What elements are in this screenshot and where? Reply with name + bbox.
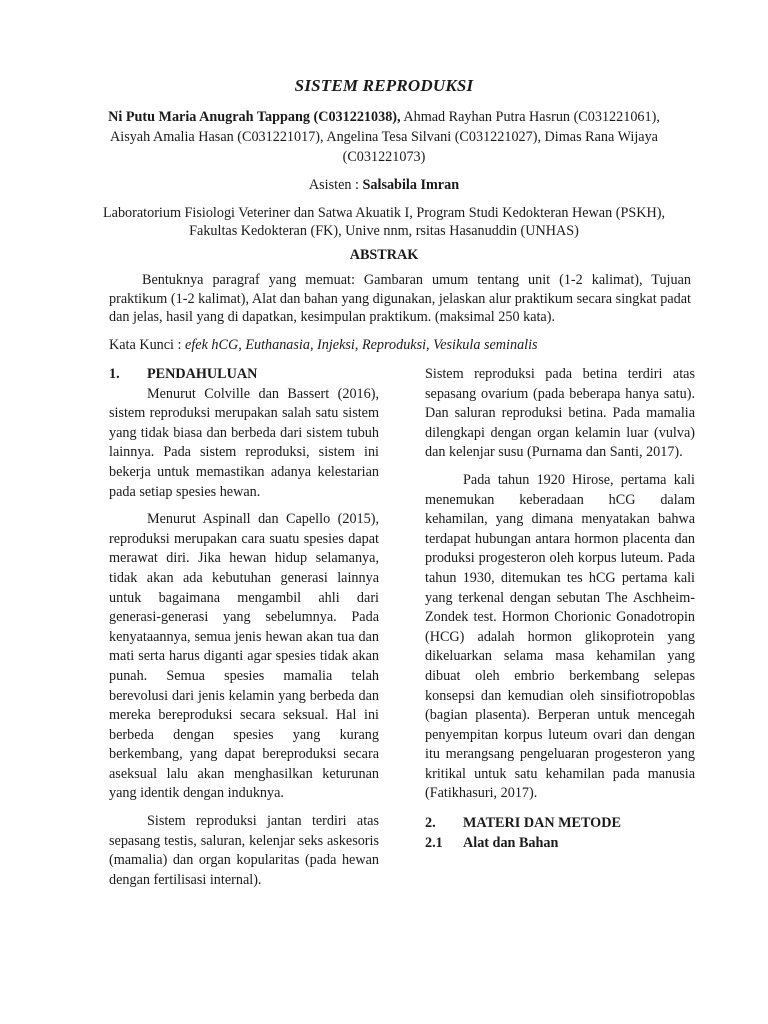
keywords-label: Kata Kunci : [109,337,186,353]
paragraph: Menurut Aspinall dan Capello (2015), reproduksi merupakan cara suatu spesies dapat merawat diri. Jika hewan hidup selamanya, tidak akan ada kebutuhan generasi lainnya untuk bagaimana mengambil ahli dari generasi-generasi yang sebelumnya. Pada kenyataannya, semua jenis hewan akan tua dan mati serta harus diganti agar spesies tidak akan punah. Semua spesies mamalia telah berevolusi dari jenis kelamin yang berbeda dan mereka bereproduksi secara seksual. Hal ini berbeda dengan spesies yang kurang berkembang, yang dapat bereproduksi secara aseksual lalu akan menghasilkan keturunan yang identik dengan induknya. [109,511,379,802]
affiliation: Laboratorium Fisiologi Veteriner dan Satwa Akuatik I, Program Studi Kedokteran Hewan (PSKH), Fakultas Kedokteran (FK), Unive nnm, rsitas Hasanuddin (UNHAS) [102,205,665,239]
section-number: 1. [109,366,120,382]
section-number: 2. [425,815,436,832]
subsection-number: 2.1 [425,834,443,851]
keywords-terms: efek hCG, Euthanasia, Injeksi, Reproduksi, Vesikula seminalis [185,337,538,353]
assistant-line [0,175,768,195]
section-title: PENDAHULUAN [147,366,258,382]
subsection-heading-alat [425,834,695,854]
paragraph: Sistem reproduksi pada betina terdiri atas sepasang ovarium (pada beberapa hanya satu). Dan saluran reproduksi betina. Pada mamalia dilengkapi dengan organ kelamin luar (vulva) dan kelenjar susu (Purnama dan Santi, 2017). [425,366,695,461]
abstract-heading: ABSTRAK [349,247,419,263]
section-heading-materi [425,814,695,834]
assistant-name: Salsabila Imran [362,177,460,193]
left-column [109,365,379,890]
section-title: MATERI DAN METODE [463,815,621,832]
right-column [425,365,695,853]
lead-author: Ni Putu Maria Anugrah Tappang (C031221038), [108,109,401,125]
paper-title: SISTEM REPRODUKSI [294,76,474,95]
assistant-label: Asisten : [308,177,363,193]
co-authors: Ahmad Rayhan Putra Hasrun (C031221061), Aisyah Amalia Hasan (C031221017), Angelina Tesa Silvani (C031221027), Dimas Rana Wijaya (C031221073) [110,109,660,165]
abstract-text: Bentuknya paragraf yang memuat: Gambaran umum tentang unit (1-2 kalimat), Tujuan praktikum (1-2 kalimat), Alat dan bahan yang digunakan, jelaskan alur praktikum secara singkat padat dan jelas, hasil yang di dapatkan, kesimpulan praktikum. (maksimal 250 kata). [109,272,691,325]
paragraph: Sistem reproduksi jantan terdiri atas sepasang testis, saluran, kelenjar seks askesoris (mamalia) dan organ kopularitas (pada hewan dengan fertilisasi internal). [109,813,379,888]
author-list [100,107,668,167]
paragraph: Menurut Colville dan Bassert (2016), sistem reproduksi merupakan salah satu sistem yang tidak biasa dan berbeda dari sistem tubuh lainnya. Pada sistem reproduksi, sistem ini bekerja untuk memastikan adanya kelestarian pada setiap spesies hewan. [109,385,379,500]
paragraph: Pada tahun 1920 Hirose, pertama kali menemukan keberadaan hCG dalam kehamilan, yang dimana menyatakan bahwa terdapat hubungan antara hormon placenta dan produksi progesteron oleh korpus luteum. Pada tahun 1930, ditemukan tes hCG pertama kali yang terkenal dengan sebutan The Aschheim-Zondek test. Hormon Chorionic Gonadotropin (HCG) adalah hormon glikoprotein yang dikeluarkan selama masa kehamilan yang dibuat oleh embrio berkembang selepas konsepsi dan kemudian oleh sinsifiotropoblas (bagian plasenta). Berperan untuk mencegah penyempitan korpus luteum ovari dan dengan itu merangsang pengeluaran progesteron yang kritikal untuk satu kehamilan pada manusia (Fatikhasuri, 2017). [425,471,695,802]
keywords [109,336,691,354]
section-heading-pendahuluan [109,365,379,385]
subsection-title: Alat dan Bahan [463,834,559,851]
